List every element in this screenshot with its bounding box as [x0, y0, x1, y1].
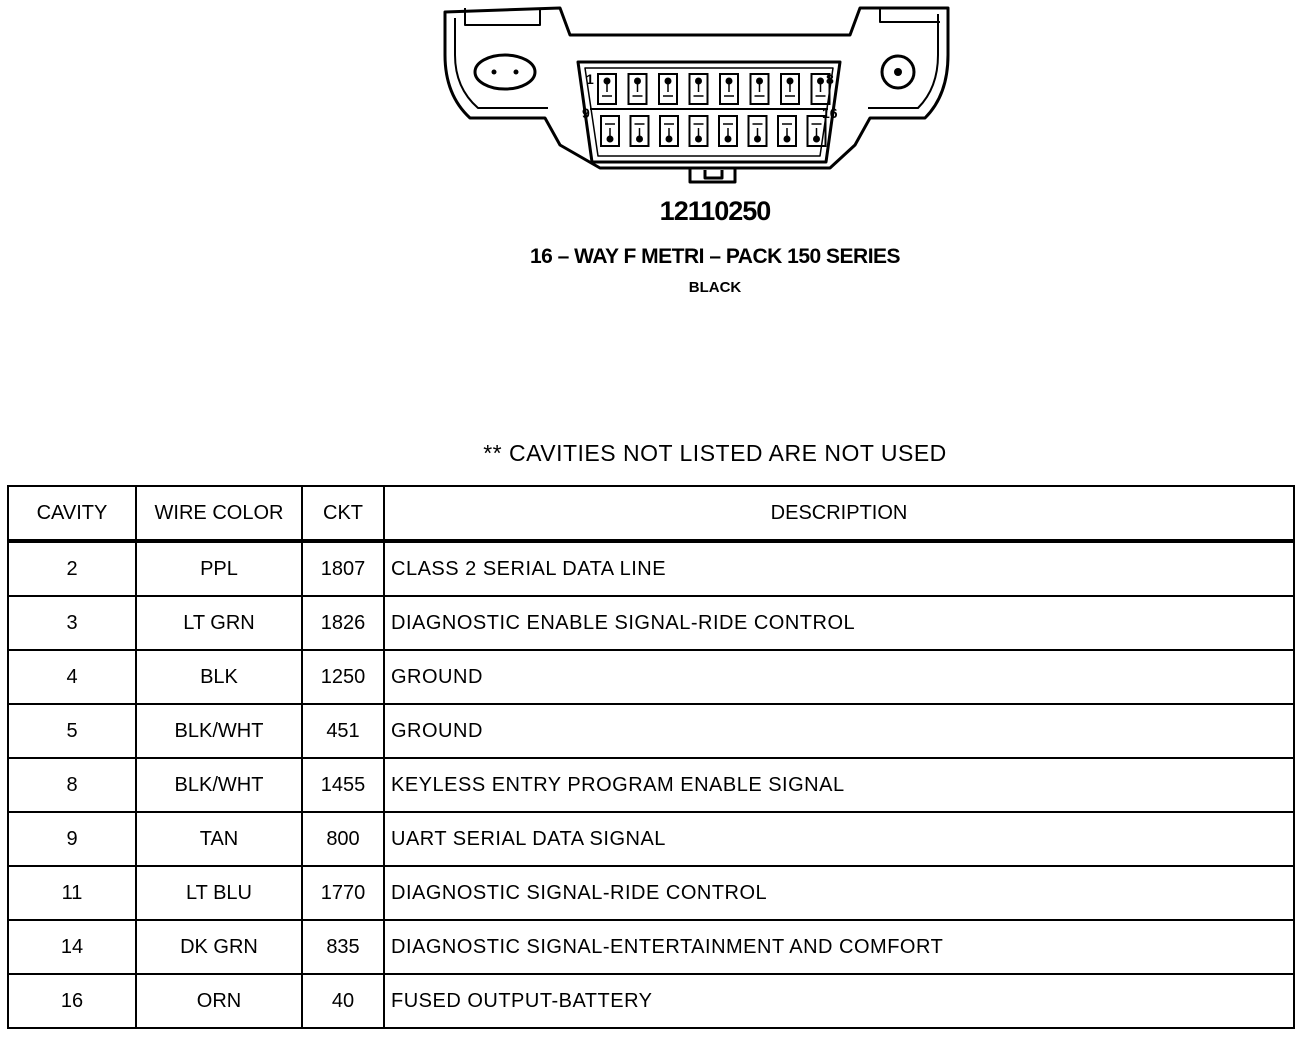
- cell-description: CLASS 2 SERIAL DATA LINE: [384, 541, 1294, 596]
- cell-cavity: 8: [8, 758, 136, 812]
- cell-cavity: 3: [8, 596, 136, 650]
- cell-cavity: 4: [8, 650, 136, 704]
- pin-cavity-6: [751, 74, 769, 104]
- pin-cavity-1: [598, 74, 616, 104]
- cell-cavity: 5: [8, 704, 136, 758]
- cell-ckt: 1455: [302, 758, 384, 812]
- pin-cavity-11: [660, 116, 678, 146]
- cell-wire-color: LT GRN: [136, 596, 302, 650]
- cell-cavity: 9: [8, 812, 136, 866]
- cell-ckt: 1826: [302, 596, 384, 650]
- pin-cavity-10: [631, 116, 649, 146]
- table-row: [8, 920, 1294, 974]
- cell-description: GROUND: [384, 704, 1294, 758]
- pin-cavity-12: [690, 116, 708, 146]
- cell-cavity: 11: [8, 866, 136, 920]
- table-row: [8, 704, 1294, 758]
- connector-housing-inner: [455, 18, 548, 108]
- pin-cavity-2: [629, 74, 647, 104]
- cell-wire-color: BLK/WHT: [136, 758, 302, 812]
- left-mount-oval: [475, 55, 535, 89]
- connector-housing-inner-right: [868, 14, 938, 108]
- cell-wire-color: DK GRN: [136, 920, 302, 974]
- cell-ckt: 1770: [302, 866, 384, 920]
- cell-ckt: 800: [302, 812, 384, 866]
- cell-description: UART SERIAL DATA SIGNAL: [384, 812, 1294, 866]
- cell-cavity: 14: [8, 920, 136, 974]
- cell-description: GROUND: [384, 650, 1294, 704]
- table-row: [8, 650, 1294, 704]
- pin-cavity-5: [720, 74, 738, 104]
- pin-label-9: 9: [582, 105, 590, 121]
- table-row: [8, 866, 1294, 920]
- cell-description: DIAGNOSTIC SIGNAL-RIDE CONTROL: [384, 866, 1294, 920]
- table-row: [8, 758, 1294, 812]
- cell-ckt: 1250: [302, 650, 384, 704]
- table-row: [8, 974, 1294, 1028]
- cell-ckt: 1807: [302, 541, 384, 596]
- header-wire-color: WIRE COLOR: [136, 486, 302, 541]
- table-header-row: [8, 486, 1294, 541]
- pin-label-8: 8: [826, 71, 834, 87]
- table-row: [8, 596, 1294, 650]
- pin-cavity-15: [778, 116, 796, 146]
- pin-label-16: 16: [822, 105, 838, 121]
- connector-color: BLACK: [688, 279, 742, 296]
- cell-ckt: 40: [302, 974, 384, 1028]
- cavity-table: [7, 485, 1295, 1029]
- cell-ckt: 835: [302, 920, 384, 974]
- connector-latch: [690, 168, 735, 182]
- pin-cavity-9: [601, 116, 619, 146]
- cell-description: DIAGNOSTIC SIGNAL-ENTERTAINMENT AND COMFORT: [384, 920, 1294, 974]
- table-row: [8, 541, 1294, 596]
- cell-wire-color: BLK: [136, 650, 302, 704]
- cell-description: KEYLESS ENTRY PROGRAM ENABLE SIGNAL: [384, 758, 1294, 812]
- connector-top-ridge-right: [880, 8, 940, 22]
- table-row: [8, 812, 1294, 866]
- header-description: DESCRIPTION: [384, 486, 1294, 541]
- pin-cavity-7: [781, 74, 799, 104]
- cell-wire-color: PPL: [136, 541, 302, 596]
- cell-wire-color: TAN: [136, 812, 302, 866]
- pin-cavity-3: [659, 74, 677, 104]
- cell-description: FUSED OUTPUT-BATTERY: [384, 974, 1294, 1028]
- connector-diagram: [430, 0, 990, 195]
- connector-type: 16 – WAY F METRI – PACK 150 SERIES: [529, 245, 901, 268]
- cell-description: DIAGNOSTIC ENABLE SIGNAL-RIDE CONTROL: [384, 596, 1294, 650]
- cell-ckt: 451: [302, 704, 384, 758]
- header-cavity: CAVITY: [8, 486, 136, 541]
- cell-cavity: 16: [8, 974, 136, 1028]
- cell-wire-color: LT BLU: [136, 866, 302, 920]
- pin-label-1: 1: [586, 71, 594, 87]
- pin-cavity-4: [690, 74, 708, 104]
- cell-wire-color: BLK/WHT: [136, 704, 302, 758]
- unused-cavities-note: ** CAVITIES NOT LISTED ARE NOT USED: [483, 440, 947, 466]
- pin-cavity-14: [749, 116, 767, 146]
- header-ckt: CKT: [302, 486, 384, 541]
- cell-cavity: 2: [8, 541, 136, 596]
- pin-cavity-13: [719, 116, 737, 146]
- connector-part-number: 12110250: [659, 196, 771, 226]
- cell-wire-color: ORN: [136, 974, 302, 1028]
